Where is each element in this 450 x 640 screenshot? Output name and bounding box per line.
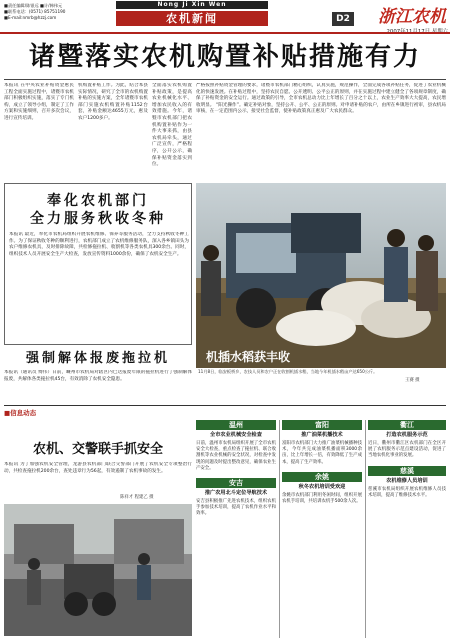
harvest-photo	[196, 183, 446, 368]
lead-right-text-2: “阳光操作”。确定补贴对象，坚持公开、公平、公正的原则。对申请补贴的农户，由所在乡镇进行初审，县农机局审核，在一定范围内公示，接受社会监督，使补贴政策真正惠及广大农民群众。	[196, 102, 446, 115]
brief-column-3	[368, 420, 446, 638]
masthead	[0, 0, 450, 34]
brief-region: 安吉	[196, 478, 276, 488]
contact-line: ■联系电话：(0571) 85751190	[4, 9, 66, 14]
safety-story-title: 农机、交警联手抓安全	[32, 442, 163, 457]
brief-region: 衢江	[368, 420, 446, 430]
paper-name: 浙江农机	[378, 7, 446, 27]
photo-credit: 王赛 摄	[405, 378, 420, 383]
harvest-photo-image	[196, 183, 446, 368]
brief-region: 温州	[196, 420, 276, 430]
lead-right-text: 严格按照补贴资金管理的要求，诸暨市农机部门精心组织，认真实施，规范操作，全面完成各项补贴任务，促进了农业机械化的快速发展。在补贴过程中，坚持农民自愿、公开透明、公平公正的原则，并在实施过程中建立健全了各项规章制度，确保了补贴资金的安全运行。通过政策的引导，全市农机总动力比上年增长了百分之十以上，农业生产效率大大提高，农民增收明显。	[196, 83, 446, 108]
page-number: D2	[332, 12, 354, 26]
contact-line: ■责任编辑/陈银远 ■计/韩伟元	[4, 3, 63, 8]
lead-column-3: 全面落实农机购置补贴政策，是提高农业机械化水平、增加农民收入的有效措施。今年，诸暨市农机部门把农机购置补贴作为一件大事来抓，由县农机局牵头，通过广泛宣传，严格程序，公开公示，确保补贴资金落实到位。	[152, 83, 192, 168]
brief-title: 推广油菜机播技术	[301, 432, 343, 438]
brief-region: 余姚	[282, 472, 362, 482]
tractor-story-body: 本报讯（通讯员 傅伟）日前，嵊州市农机局对辖区内已达报废年限的拖拉机进行了强制解体报废，共解体各类拖拉机45台，有效消除了农机安全隐患。	[4, 370, 192, 382]
brief-title: 推广农用北斗定位导航技术	[204, 490, 268, 497]
brief-column-2	[282, 420, 362, 638]
info-bar	[4, 405, 446, 417]
autumn-story-body: 本报讯 最近，奉化市农机局组织开展农机维修、保养等服务活动，全力支持秋收冬种工作。为了保证秋收冬种的顺利进行，农机部门成立了农机维修服务队，深入各乡镇田头为农户维修农机具，及时排除故障，共检修拖拉机、收割机等各类农机具300余台。同时，组织技术人员开展安全生产大检查，发放宣传资料1000余份，确保了农机安全生产。	[9, 232, 189, 257]
lead-column-2: 机购置补贴工作。为此，结合本县实际情况，研究了全市的农机购置补贴的实施方案，全年诸暨市农机部门实施农机购置补贴1152台套，补贴金额达4655万元，惠及农户1200多户。	[78, 83, 148, 121]
brief-title: 秋冬农机培训受欢迎	[298, 483, 346, 490]
contact-line: ■E-mail:nmrb@hzzj.com	[4, 15, 57, 20]
main-headline: 诸暨落实农机购置补贴措施有力	[28, 42, 421, 72]
photo-overlay-text: 机插水稻获丰收	[206, 350, 291, 364]
column-divider	[365, 420, 366, 638]
brief-column-1	[196, 420, 276, 638]
column-divider	[279, 420, 280, 638]
brief-text: 近日，衢州市衢江区农机部门在全区开展了农机服务示范点建设活动，促进了当地农机化事业的发展。	[368, 441, 446, 459]
brief-text: 日前，温州市农机局组织开展了全市农机安全大检查，重点检查了拖拉机、联合收割机等农业机械的安全状况，对检查中发现的问题及时提出整改意见，确保农业生产安全。	[196, 441, 276, 471]
section-title-en: Nong Ji Xin Wen	[116, 1, 268, 9]
brief-text: 余姚市农机部门利用冬闲时间，组织开展农机手培训，共培训农机手500余人次。	[282, 492, 362, 505]
tractor-story-title: 强制解体报废拖拉机	[25, 351, 170, 366]
brief-text: 慈溪市农机局组织开展农机维修人员技术培训，提高了维修技术水平。	[368, 486, 446, 498]
brief-title: 全市农业机械安全检查	[210, 432, 262, 438]
autumn-story-title: 奉化农机部门	[47, 193, 149, 209]
lead-column-right	[196, 83, 446, 180]
safety-photo-image	[4, 504, 192, 636]
safety-photo	[4, 504, 192, 636]
lead-column-1: 本报讯 在中央农业补贴资金惠民工程全面实施过程中，诸暨市农机部门积极组织实施，落实了专门机构，成立了领导小组，制定了工作方案和实施细则，召开多次会议，进行宣传培训。	[4, 83, 74, 121]
brief-title: 农机维修人员培训	[386, 477, 428, 484]
contact-info	[4, 3, 96, 21]
safety-story-byline: 陈祥才 程建乙 摄	[120, 495, 154, 500]
photo-caption: 11月8日，临安板桥乡，农技人员和农户正在收割机插水稻，当地今年机插水稻亩产达650公斤。	[198, 369, 378, 374]
section-title-cn: 农机新闻	[116, 11, 268, 26]
info-bar-label: ■信息动态	[4, 409, 37, 417]
header-rule	[0, 32, 450, 34]
headline-rule	[4, 79, 446, 80]
brief-title: 打造农机服务示范	[386, 432, 428, 438]
section-banner	[116, 1, 268, 29]
brief-text: 安吉县积极推广先进农机技术，组织农机手参加技术培训，提高了农机作业水平和效率。	[196, 499, 276, 517]
brief-text: 富阳市农机部门大力推广油菜机械播种技术，今年共完成油菜机播面积3000余亩，比上年增长一倍，有效降低了生产成本，提高了生产效率。	[282, 441, 362, 465]
brief-region: 富阳	[282, 420, 362, 430]
autumn-story-box	[4, 183, 192, 345]
autumn-story-subtitle: 全力服务秋收冬种	[30, 211, 166, 227]
brief-region: 慈溪	[368, 466, 446, 476]
safety-story-body: 本报讯 为了加强农机安全管理，龙游县农机部门联合交警部门开展了农机安全专项整治行动，共检查拖拉机200余台，查处违章行为56起，有效遏制了农机事故的发生。	[4, 462, 192, 474]
